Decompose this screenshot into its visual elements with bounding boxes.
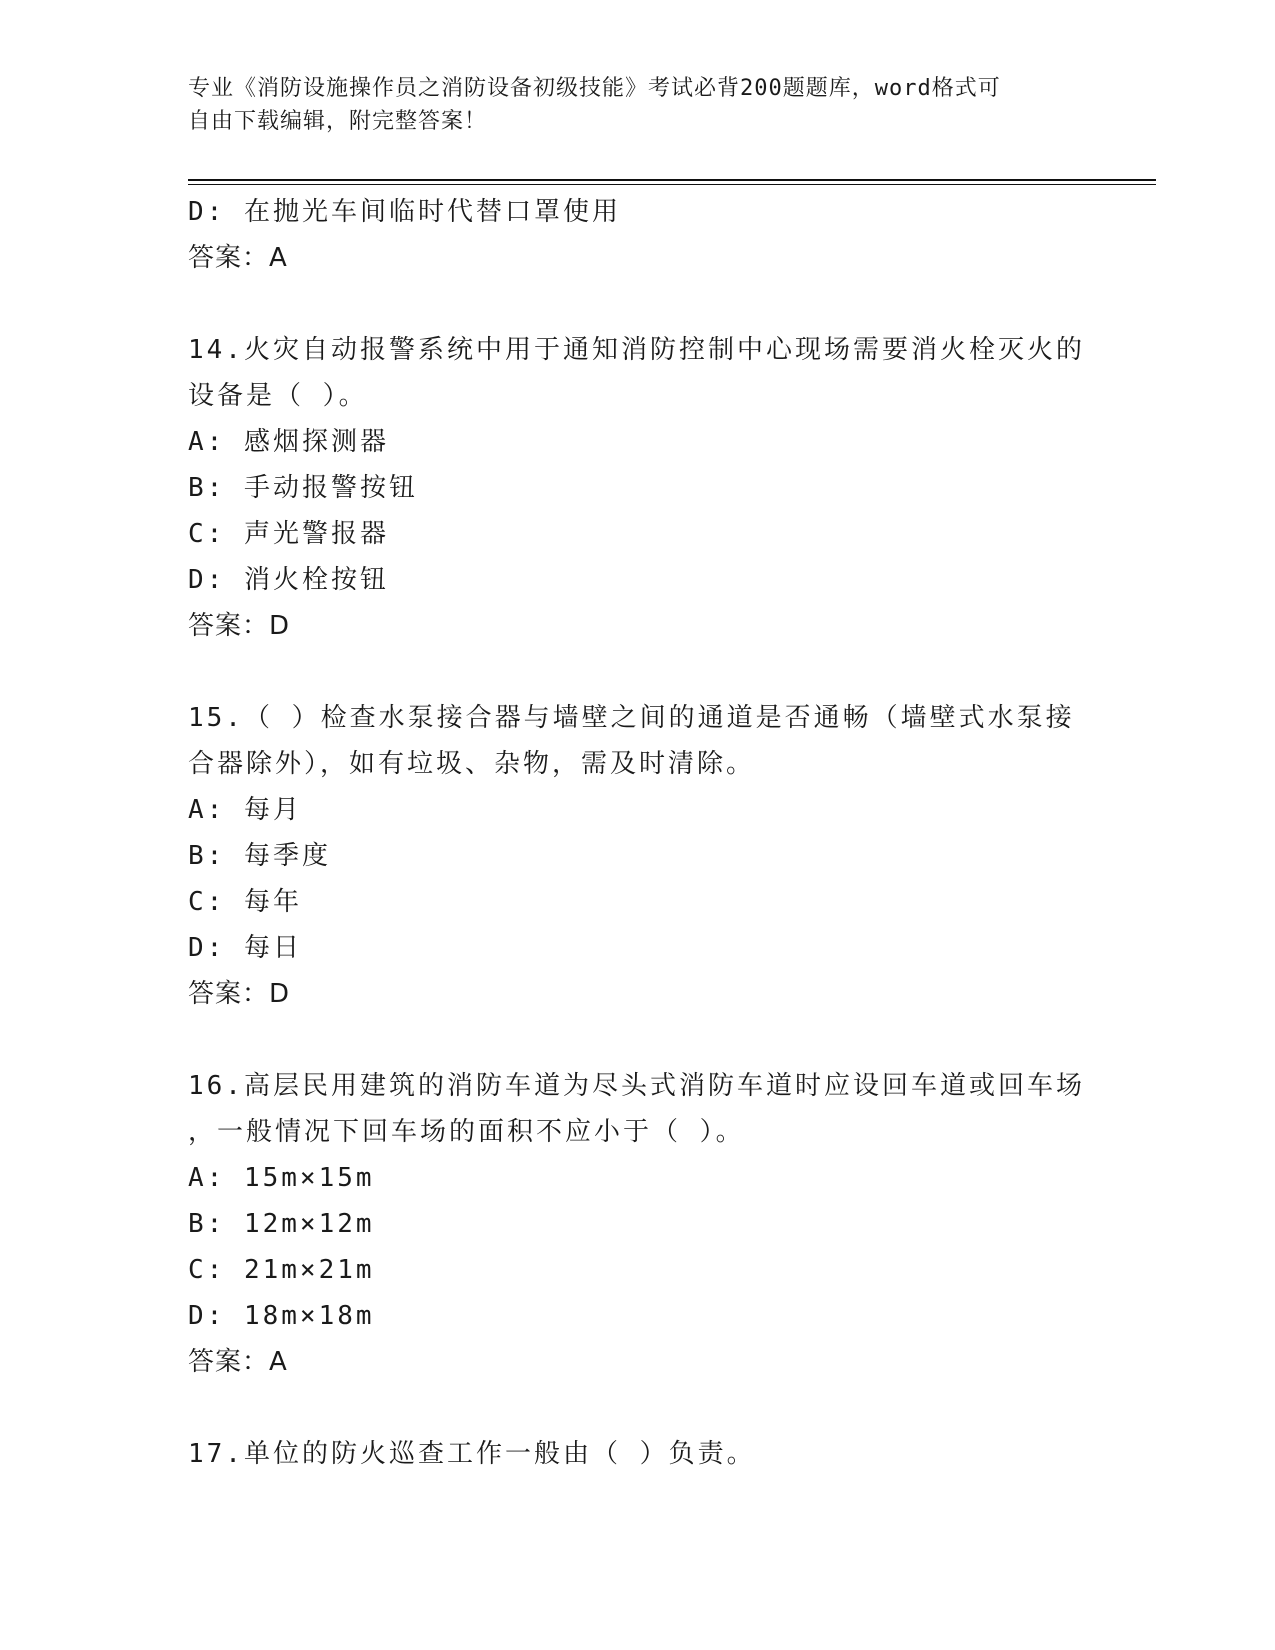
header-divider-thin [188, 184, 1156, 185]
question-16 [188, 1063, 1088, 1385]
question-15 [188, 695, 1088, 1017]
answer-line: 答案：A [188, 243, 288, 273]
question-text-cont: 合器除外），如有垃圾、杂物，需及时清除。 [188, 749, 756, 779]
question-text: 15.（ ）检查水泵接合器与墙壁之间的通道是否通畅（墙壁式水泵接 [188, 703, 1075, 733]
option-a: A: 每月 [188, 795, 302, 825]
spacer [188, 281, 1088, 327]
header-line-1: 专业《消防设施操作员之消防设备初级技能》考试必背200题题库，word格式可 [188, 76, 1001, 101]
question-text: 16.高层民用建筑的消防车道为尽头式消防车道时应设回车道或回车场 [188, 1071, 1085, 1101]
spacer [188, 1385, 1088, 1431]
question-list [188, 189, 1088, 1477]
question-text-cont: 设备是（ ）。 [188, 381, 368, 411]
question-14 [188, 327, 1088, 649]
option-d: D: 18m×18m [188, 1301, 375, 1331]
question-text: 17.单位的防火巡查工作一般由（ ）负责。 [188, 1439, 756, 1469]
option-d: D: 消火栓按钮 [188, 565, 389, 595]
option-c: C: 21m×21m [188, 1255, 375, 1285]
option-c: C: 声光警报器 [188, 519, 389, 549]
option-d: D: 每日 [188, 933, 302, 963]
answer-line: 答案：D [188, 611, 291, 641]
document-header [188, 72, 1068, 138]
option-b: B: 12m×12m [188, 1209, 375, 1239]
question-17 [188, 1431, 1088, 1477]
option-b: B: 手动报警按钮 [188, 473, 418, 503]
question-text-cont: ，一般情况下回车场的面积不应小于（ ）。 [188, 1117, 745, 1147]
option-c: C: 每年 [188, 887, 302, 917]
question-text: 14.火灾自动报警系统中用于通知消防控制中心现场需要消火栓灭火的 [188, 335, 1085, 365]
answer-line: 答案：D [188, 979, 291, 1009]
header-divider-thick [188, 179, 1156, 181]
option-d: D: 在抛光车间临时代替口罩使用 [188, 197, 621, 227]
spacer [188, 649, 1088, 695]
option-a: A: 15m×15m [188, 1163, 375, 1193]
option-b: B: 每季度 [188, 841, 331, 871]
option-a: A: 感烟探测器 [188, 427, 389, 457]
spacer [188, 1017, 1088, 1063]
answer-line: 答案：A [188, 1347, 288, 1377]
previous-question-tail [188, 189, 1088, 281]
header-line-2: 自由下载编辑，附完整答案！ [188, 109, 488, 134]
